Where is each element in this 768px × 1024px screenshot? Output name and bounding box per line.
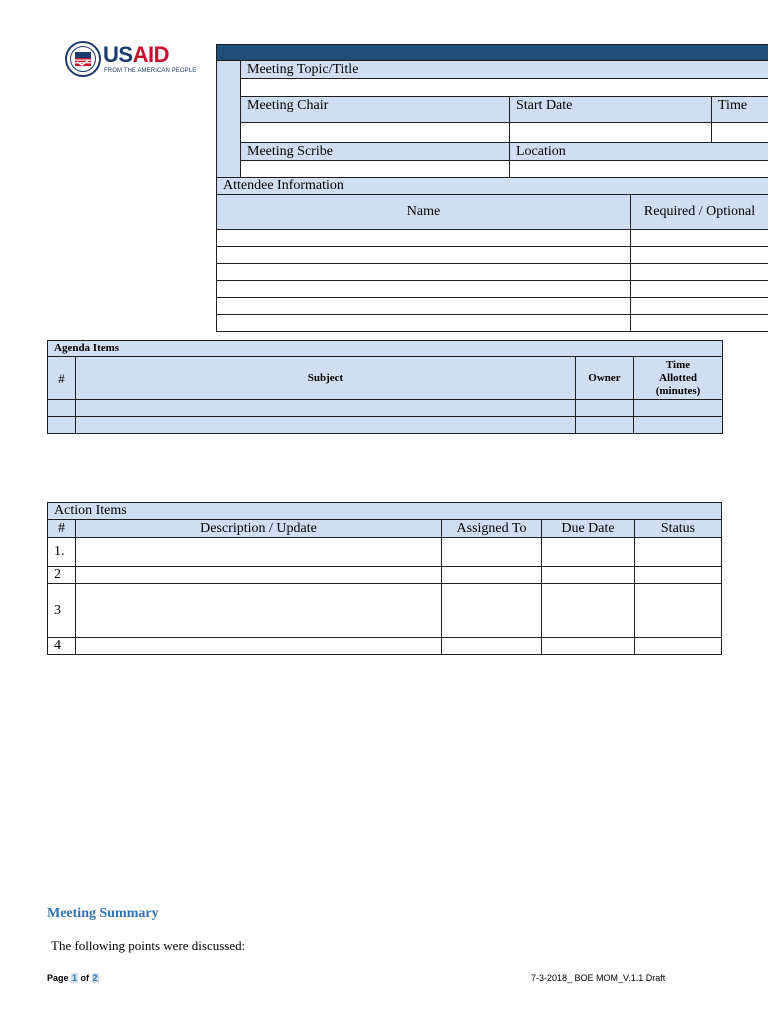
attendee-required-cell[interactable] [631,264,768,281]
agenda-table [47,340,723,434]
table-row [48,567,722,584]
attendee-required-cell[interactable] [631,230,768,247]
table-row [217,247,768,264]
attendee-table [216,177,768,332]
attendee-name-cell[interactable] [217,315,631,332]
meeting-summary-heading: Meeting Summary [47,906,159,921]
action-status-cell[interactable] [635,584,722,638]
attendee-required-cell[interactable] [631,247,768,264]
attendee-section-label: Attendee Information [217,178,768,195]
page-of: of [78,973,92,983]
agenda-number-cell[interactable] [48,417,76,434]
action-number-header: # [48,520,76,538]
meeting-chair-label: Meeting Chair [241,97,510,123]
action-status-header: Status [635,520,722,538]
action-assigned-cell[interactable] [442,538,542,567]
location-field[interactable] [510,161,768,179]
agenda-section-label: Agenda Items [48,341,723,357]
action-description-cell[interactable] [76,584,442,638]
action-assigned-cell[interactable] [442,584,542,638]
action-section-label: Action Items [48,503,722,520]
agenda-number-header: # [48,357,76,400]
attendee-required-cell[interactable] [631,298,768,315]
logo-tagline: FROM THE AMERICAN PEOPLE [104,68,197,74]
agenda-subject-cell[interactable] [76,400,576,417]
attendee-required-cell[interactable] [631,281,768,298]
action-assigned-cell[interactable] [442,567,542,584]
meeting-chair-field[interactable] [241,123,510,143]
action-status-cell[interactable] [635,638,722,655]
attendee-name-cell[interactable] [217,230,631,247]
logo-wordmark: USAID [103,42,169,67]
action-number-cell: 2 [48,567,76,584]
meeting-topic-label: Meeting Topic/Title [241,61,768,79]
table-row [217,230,768,247]
table-row [217,315,768,332]
table-row [217,281,768,298]
action-due-date-cell[interactable] [542,584,635,638]
start-date-field[interactable] [510,123,712,143]
action-due-date-cell[interactable] [542,538,635,567]
usaid-logo [65,41,195,81]
action-assigned-header: Assigned To [442,520,542,538]
action-status-cell[interactable] [635,538,722,567]
action-status-cell[interactable] [635,567,722,584]
agenda-owner-header: Owner [576,357,634,400]
agenda-time-cell[interactable] [634,400,723,417]
table-row [48,538,722,567]
agenda-subject-cell[interactable] [76,417,576,434]
time-label: Time [712,97,768,123]
action-due-date-header: Due Date [542,520,635,538]
location-label: Location [510,143,768,161]
action-assigned-cell[interactable] [442,638,542,655]
agenda-owner-cell[interactable] [576,417,634,434]
action-due-date-cell[interactable] [542,638,635,655]
left-accent-bar [217,61,241,179]
meeting-topic-field[interactable] [241,79,768,97]
agenda-subject-header: Subject [76,357,576,400]
action-due-date-cell[interactable] [542,567,635,584]
attendee-required-header: Required / Optional [631,195,768,230]
time-field[interactable] [712,123,768,143]
table-row [48,417,723,434]
attendee-name-cell[interactable] [217,298,631,315]
action-description-header: Description / Update [76,520,442,538]
table-row [48,638,722,655]
meeting-scribe-label: Meeting Scribe [241,143,510,161]
attendee-name-cell[interactable] [217,281,631,298]
document-id: 7-3-2018_ BOE MOM_V.1.1 Draft [531,973,666,983]
table-row [48,400,723,417]
page-total: 2 [92,973,98,983]
agenda-owner-cell[interactable] [576,400,634,417]
action-number-cell: 1. [48,538,76,567]
header-band [217,45,768,61]
action-description-cell[interactable] [76,538,442,567]
action-items-table [47,502,722,655]
agenda-time-cell[interactable] [634,417,723,434]
action-description-cell[interactable] [76,567,442,584]
table-row [48,584,722,638]
attendee-name-header: Name [217,195,631,230]
table-row [217,264,768,281]
attendee-name-cell[interactable] [217,247,631,264]
attendee-required-cell[interactable] [631,315,768,332]
attendee-name-cell[interactable] [217,264,631,281]
action-description-cell[interactable] [76,638,442,655]
table-row [217,298,768,315]
action-number-cell: 3 [48,584,76,638]
usaid-seal-icon [65,41,101,77]
meeting-scribe-field[interactable] [241,161,510,179]
page-prefix: Page [47,973,72,983]
start-date-label: Start Date [510,97,712,123]
action-number-cell: 4 [48,638,76,655]
agenda-number-cell[interactable] [48,400,76,417]
meeting-info-table [216,44,768,179]
page-number [47,973,99,983]
page-current: 1 [72,973,78,983]
meeting-summary-text: The following points were discussed: [51,938,246,953]
agenda-time-header: Time Allotted (minutes) [634,357,723,400]
